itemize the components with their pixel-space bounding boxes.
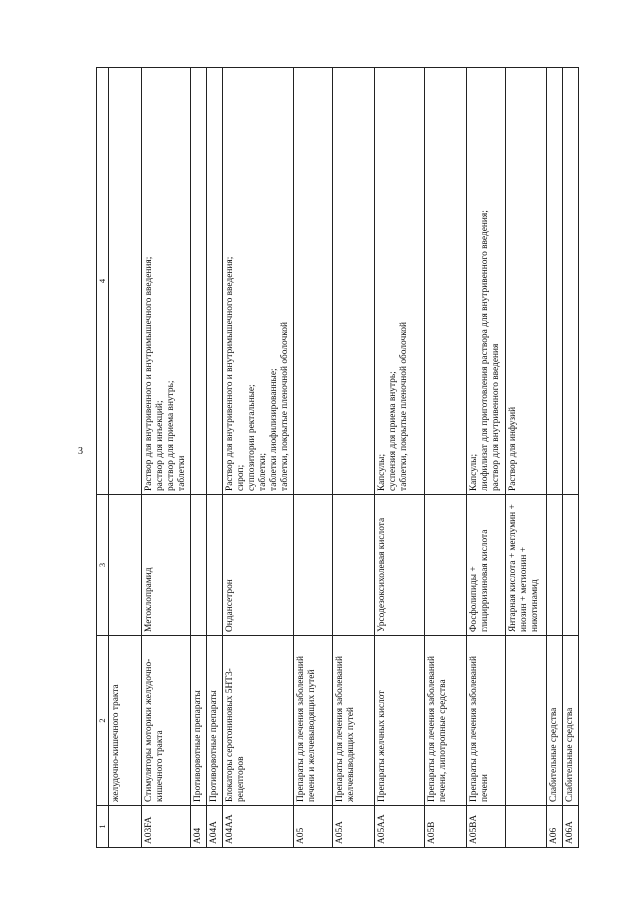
- dosage-forms-cell: [333, 68, 374, 495]
- table-row: [223, 68, 294, 848]
- column-number: 2: [97, 636, 109, 806]
- code-cell: [109, 806, 142, 848]
- code-cell: A05BA: [466, 806, 505, 848]
- dosage-forms-cell: [546, 68, 562, 495]
- dosage-forms-cell: [424, 68, 466, 495]
- dosage-form-line: раствор для внутривенного введения: [490, 343, 501, 491]
- substance-cell: Урсодезоксихолевая кислота: [374, 495, 424, 636]
- column-number: 3: [97, 495, 109, 636]
- code-cell: A05A: [333, 806, 374, 848]
- group-cell: Стимуляторы моторики желудочно-кишечного тракта: [142, 636, 191, 806]
- code-cell: A04: [191, 806, 207, 848]
- substance-cell: [424, 495, 466, 636]
- dosage-forms-cell: [294, 68, 333, 495]
- substance-cell: [207, 495, 223, 636]
- group-cell: Блокаторы серотониновых 5HT3-рецепторов: [223, 636, 294, 806]
- code-cell: A05AA: [374, 806, 424, 848]
- group-cell: желудочно-кишечного тракта: [109, 636, 142, 806]
- dosage-form-line: Капсулы;: [376, 453, 387, 491]
- table-row: [294, 68, 333, 848]
- table-row: [546, 68, 562, 848]
- table-row: [191, 68, 207, 848]
- dosage-forms-cell: [191, 68, 207, 495]
- page-number: 3: [78, 446, 83, 457]
- dosage-form-line: таблетки: [177, 455, 188, 491]
- dosage-form-line: таблетки лиофилизированные;: [269, 368, 280, 491]
- substance-cell: [546, 495, 562, 636]
- code-cell: A03FA: [142, 806, 191, 848]
- dosage-form-line: суспензия для приема внутрь;: [387, 371, 398, 491]
- column-number: 1: [97, 806, 109, 848]
- group-cell: Противорвотные препараты: [191, 636, 207, 806]
- dosage-forms-cell: [207, 68, 223, 495]
- dosage-forms-cell: [505, 68, 546, 495]
- table-row: [207, 68, 223, 848]
- group-cell: Слабительные средства: [562, 636, 578, 806]
- table-row: [142, 68, 191, 848]
- code-cell: A06A: [562, 806, 578, 848]
- dosage-form-line: Раствор для внутривенного и внутримышечного введения;: [225, 256, 236, 491]
- table-row: [374, 68, 424, 848]
- dosage-form-line: Раствор для инфузий: [507, 406, 518, 491]
- code-cell: A05B: [424, 806, 466, 848]
- dosage-form-line: таблетки, покрытые пленочной оболочкой: [398, 322, 409, 491]
- group-cell: Слабительные средства: [546, 636, 562, 806]
- table-row: [109, 68, 142, 848]
- dosage-form-line: Капсулы;: [468, 453, 479, 491]
- dosage-form-line: раствор для приема внутрь;: [166, 380, 177, 491]
- rotated-table-container: [96, 68, 579, 848]
- group-cell: [505, 636, 546, 806]
- dosage-forms-cell: [466, 68, 505, 495]
- dosage-form-line: сироп;: [236, 464, 247, 491]
- substance-cell: [333, 495, 374, 636]
- dosage-forms-cell: [374, 68, 424, 495]
- dosage-form-line: суппозитории ректальные;: [247, 384, 258, 491]
- group-cell: Препараты желчных кислот: [374, 636, 424, 806]
- dosage-form-line: лиофилизат для приготовления раствора для внутривенного введения;: [479, 210, 490, 491]
- dosage-forms-cell: [109, 68, 142, 495]
- group-cell: Противорвотные препараты: [207, 636, 223, 806]
- substance-cell: [562, 495, 578, 636]
- code-cell: [505, 806, 546, 848]
- code-cell: A05: [294, 806, 333, 848]
- table-row: [466, 68, 505, 848]
- table-row: [333, 68, 374, 848]
- table-header-row: [97, 68, 109, 848]
- group-cell: Препараты для лечения заболеваний печени: [466, 636, 505, 806]
- group-cell: Препараты для лечения заболеваний печени, липотропные средства: [424, 636, 466, 806]
- substance-cell: Ондансетрон: [223, 495, 294, 636]
- dosage-form-line: раствор для инъекций;: [155, 400, 166, 491]
- dosage-form-line: таблетки;: [258, 452, 269, 491]
- dosage-form-line: Раствор для внутривенного и внутримышечного введения;: [144, 256, 155, 491]
- substance-cell: [109, 495, 142, 636]
- group-cell: Препараты для лечения заболеваний желчевыводящих путей: [333, 636, 374, 806]
- substance-cell: [191, 495, 207, 636]
- dosage-forms-cell: [562, 68, 578, 495]
- code-cell: A04AA: [223, 806, 294, 848]
- substance-cell: Метоклопрамид: [142, 495, 191, 636]
- substance-cell: Фосфолипиды + глицирризиновая кислота: [466, 495, 505, 636]
- table-row: [505, 68, 546, 848]
- substance-cell: Янтарная кислота + меглумин + инозин + метионин + никотинамид: [505, 495, 546, 636]
- table-row: [424, 68, 466, 848]
- table-row: [562, 68, 578, 848]
- dosage-forms-cell: [223, 68, 294, 495]
- substance-cell: [294, 495, 333, 636]
- code-cell: A06: [546, 806, 562, 848]
- code-cell: A04A: [207, 806, 223, 848]
- dosage-form-line: таблетки, покрытые пленочной оболочкой: [280, 322, 291, 491]
- column-number: 4: [97, 68, 109, 495]
- drug-table: [96, 67, 579, 848]
- dosage-forms-cell: [142, 68, 191, 495]
- group-cell: Препараты для лечения заболеваний печени и желчевыводящих путей: [294, 636, 333, 806]
